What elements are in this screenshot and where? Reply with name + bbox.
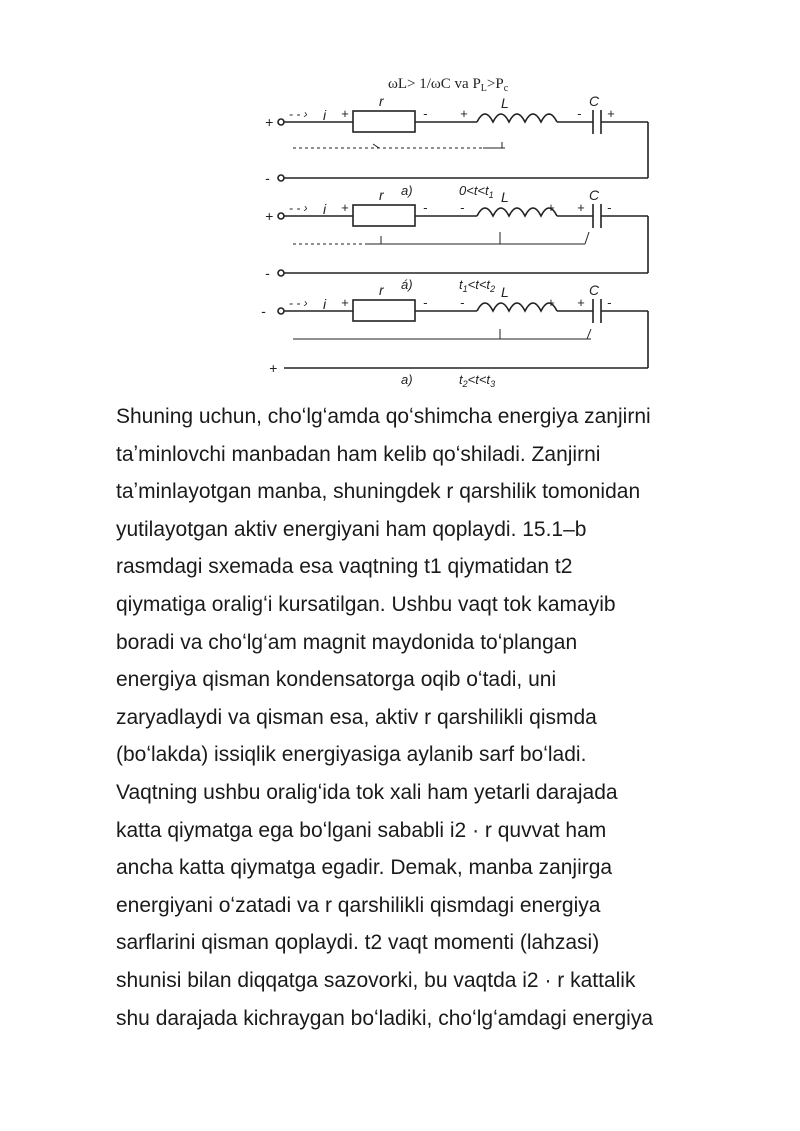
svg-text:- - ›: - - › (289, 201, 308, 215)
polarity-sign: + (341, 200, 349, 215)
text-line: (boʻlakda) issiqlik energiyasiga aylanib sarf boʻladi. (116, 743, 587, 767)
text-line: Vaqtning ushbu oraligʻida tok xali ham yetarli darajada (116, 780, 618, 804)
polarity-sign: + (547, 295, 555, 310)
panel-letter: a) (401, 183, 413, 198)
text-line: yutilayotgan aktiv energiyani ham qoplaydi. 15.1–b (116, 517, 587, 541)
polarity-sign: - (423, 295, 428, 310)
circuit-figure (255, 70, 675, 392)
polarity-sign: - (460, 200, 465, 215)
input-terminal-bottom (278, 175, 284, 181)
text-line: shunisi bilan diqqatga sazovorki, bu vaqtda i2 · r kattalik (116, 968, 636, 992)
svg-text:- - ›: - - › (289, 296, 308, 310)
text-line: energiyani oʻzatadi va r qarshilikli qismdagi energiya (116, 893, 601, 917)
resistor-label: r (379, 282, 384, 298)
terminal-sign: - (265, 170, 270, 186)
panel-condition: $t_1<t<t_2$ (459, 277, 496, 294)
terminal-sign: - (265, 265, 270, 281)
polarity-sign: + (607, 106, 615, 121)
terminal-sign: + (269, 360, 278, 376)
text-line: shu darajada kichraygan boʻladiki, choʻlgʻamdagi energiya (116, 1006, 653, 1030)
polarity-sign: + (547, 200, 555, 215)
current-label: i (323, 107, 327, 123)
polarity-sign: + (460, 106, 468, 121)
resistor-r (353, 300, 415, 321)
polarity-sign: - (423, 200, 428, 215)
panel-condition: $0<t<t_1$ (459, 183, 494, 200)
current-label: i (323, 201, 327, 217)
circuit-panel-c (261, 282, 648, 389)
panel-letter: a) (401, 372, 413, 387)
text-line: katta qiymatga ega boʻlgani sababli i2 · r quvvat ham (116, 818, 607, 842)
circuit-diagram (255, 70, 675, 392)
capacitor-label: C (589, 93, 600, 109)
text-line: qiymatiga oraligʻi kursatilgan. Ushbu vaqt tok kamayib (116, 592, 616, 616)
resistor-r (353, 111, 415, 132)
terminal-sign: - (261, 303, 266, 319)
inductor-L (477, 208, 557, 216)
terminal-sign: + (265, 208, 274, 224)
polarity-sign: - (577, 106, 582, 121)
text-line: Shuning uchun, choʻlgʻamda qoʻshimcha energiya zanjirni (116, 405, 651, 428)
body-paragraph (116, 398, 756, 1037)
text-line: sarflarini qisman qoplaydi. t2 vaqt momenti (lahzasi) (116, 931, 600, 955)
inductor-label: L (501, 95, 509, 111)
inductor-L (477, 114, 557, 122)
panel-condition: $t_2<t<t_3$ (459, 372, 496, 389)
terminal-sign: + (265, 114, 274, 130)
panel-letter: á) (401, 277, 413, 292)
resistor-label: r (379, 187, 384, 203)
text-line: boradi va choʻlgʻam magnit maydonida toʻplangan (116, 630, 578, 654)
formula-header: ωL> 1/ωC va $P_L>P_c$ (388, 76, 509, 94)
polarity-sign: - (547, 106, 552, 121)
inductor-label: L (501, 284, 509, 300)
resistor-r (353, 205, 415, 226)
text-line: taʼminlayotgan manba, shuningdek r qarshilik tomonidan (116, 480, 641, 504)
text-line: rasmdagi sxemada esa vaqtning t1 qiymatidan t2 (116, 555, 573, 579)
capacitor-label: C (589, 187, 600, 203)
polarity-sign: - (460, 295, 465, 310)
polarity-sign: - (607, 200, 612, 215)
svg-text:- - ›: - - › (289, 107, 308, 121)
polarity-sign: + (577, 200, 585, 215)
polarity-sign: + (341, 106, 349, 121)
resistor-label: r (379, 93, 384, 109)
circuit-panel-b (265, 187, 648, 294)
current-label: i (323, 296, 327, 312)
inductor-L (477, 303, 557, 311)
polarity-sign: - (607, 295, 612, 310)
polarity-sign: - (423, 106, 428, 121)
polarity-sign: + (341, 295, 349, 310)
text-line: ancha katta qiymatga egadir. Demak, manba zanjirga (116, 856, 613, 880)
panel-a-labels (265, 93, 615, 200)
capacitor-label: C (589, 282, 600, 298)
inductor-label: L (501, 189, 509, 205)
text-line: energiya qisman kondensatorga oqib oʻtadi, uni (116, 668, 557, 692)
text-line: zaryadlaydi va qisman esa, aktiv r qarshilikli qismda (116, 705, 597, 729)
polarity-sign: + (577, 295, 585, 310)
text-line: taʼminlovchi manbadan ham kelib qoʻshiladi. Zanjirni (116, 442, 601, 466)
input-terminal-top (278, 119, 284, 125)
